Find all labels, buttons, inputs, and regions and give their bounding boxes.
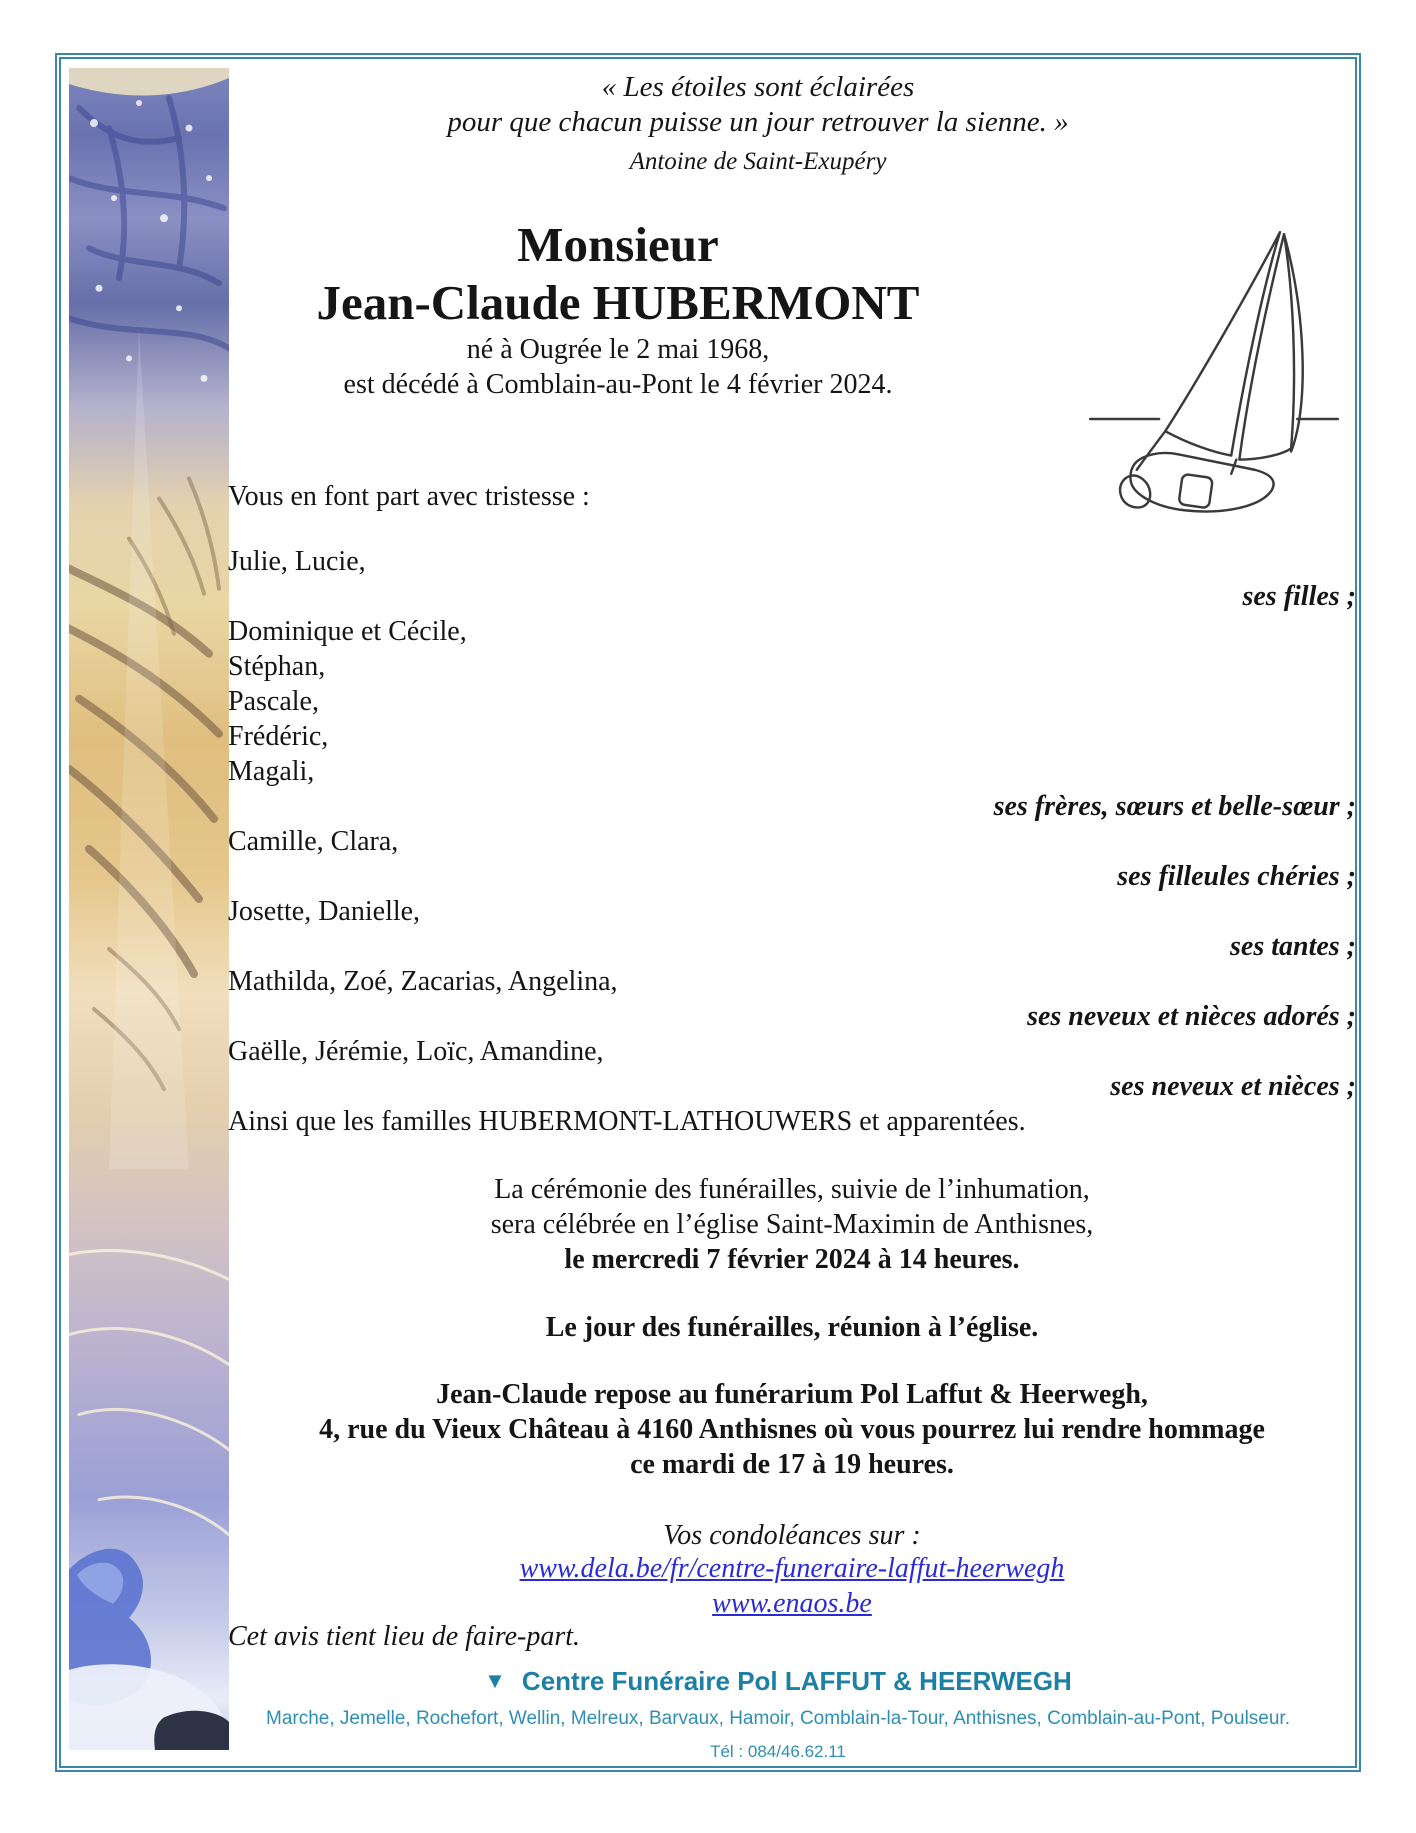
family-names: Mathilda, Zoé, Zacarias, Angelina, xyxy=(228,966,618,997)
relation-label: ses filles ; xyxy=(1242,581,1356,612)
sailboat-icon xyxy=(1082,220,1348,516)
condolence-link-row-1 xyxy=(228,1553,1356,1585)
family-names: Gaëlle, Jérémie, Loïc, Amandine, xyxy=(228,1036,604,1067)
funeral-home-name: Centre Funéraire Pol LAFFUT & HEERWEGH xyxy=(521,1666,1072,1696)
quote-author: Antoine de Saint-Exupéry xyxy=(629,148,887,175)
family-names: Stéphan, xyxy=(228,651,326,682)
deceased-honorific: Monsieur xyxy=(517,217,719,272)
reunion-line: Le jour des funérailles, réunion à l’église. xyxy=(545,1312,1039,1343)
family-names: Magali, xyxy=(228,756,315,787)
condolence-link-enaos[interactable]: www.enaos.be xyxy=(712,1588,872,1619)
winter-scene-overlay xyxy=(69,68,229,1750)
family-names: Camille, Clara, xyxy=(228,826,399,857)
repose-paragraph xyxy=(228,1377,1356,1482)
announcement-intro: Vous en font part avec tristesse : xyxy=(228,481,590,512)
closing-note: Cet avis tient lieu de faire-part. xyxy=(228,1621,581,1652)
ceremony-date-line: le mercredi 7 février 2024 à 14 heures. xyxy=(564,1244,1020,1275)
deceased-title-block xyxy=(228,216,1008,332)
family-names: Pascale, xyxy=(228,686,319,717)
winter-scene-photo xyxy=(69,68,229,1750)
funeral-home-title xyxy=(228,1666,1328,1697)
condolence-link-row-2 xyxy=(228,1588,1356,1620)
family-names: Josette, Danielle, xyxy=(228,896,421,927)
relation-label: ses neveux et nièces ; xyxy=(1110,1071,1356,1102)
condolence-link-dela[interactable]: www.dela.be/fr/centre-funeraire-laffut-heerwegh xyxy=(519,1553,1065,1584)
relation-label: ses frères, sœurs et belle-sœur ; xyxy=(993,791,1356,822)
relation-label: ses neveux et nièces adorés ; xyxy=(1027,1001,1356,1032)
funeral-home-locations: Marche, Jemelle, Rochefort, Wellin, Melreux, Barvaux, Hamoir, Comblain-la-Tour, Anthisnes, Comblain-au-Pont, Poulseur. xyxy=(266,1708,1290,1729)
birth-line: né à Ougrée le 2 mai 1968, xyxy=(466,334,770,365)
ceremony-line-2: sera célébrée en l’église Saint-Maximin de Anthisnes, xyxy=(490,1209,1094,1240)
family-names: Dominique et Cécile, xyxy=(228,616,467,647)
deceased-name: Jean-Claude HUBERMONT xyxy=(316,275,920,330)
repose-line-1: Jean-Claude repose au funérarium Pol Laffut & Heerwegh, xyxy=(436,1379,1148,1410)
triangle-down-icon: ▼ xyxy=(484,1668,506,1693)
life-dates xyxy=(228,332,1008,402)
funeral-home-phone: Tél : 084/46.62.11 xyxy=(710,1742,846,1761)
relation-label: ses tantes ; xyxy=(1230,931,1356,962)
family-names: Ainsi que les familles HUBERMONT-LATHOUWERS et apparentées. xyxy=(228,1106,1026,1137)
family-list xyxy=(228,544,1356,1139)
repose-line-2: 4, rue du Vieux Château à 4160 Anthisnes où vous pourrez lui rendre hommage xyxy=(319,1414,1265,1445)
repose-line-3: ce mardi de 17 à 19 heures. xyxy=(630,1449,954,1480)
relation-label: ses filleules chéries ; xyxy=(1117,861,1356,892)
condolences-label: Vos condoléances sur : xyxy=(663,1520,921,1551)
ceremony-paragraph xyxy=(228,1172,1356,1277)
quote-line-2: pour que chacun puisse un jour retrouver la sienne. » xyxy=(447,106,1069,138)
family-names: Julie, Lucie, xyxy=(228,546,366,577)
quote-line-1: « Les étoiles sont éclairées xyxy=(601,71,915,103)
ceremony-line-1: La cérémonie des funérailles, suivie de l’inhumation, xyxy=(494,1174,1090,1205)
opening-quote xyxy=(228,70,1288,140)
death-line: est décédé à Comblain-au-Pont le 4 février 2024. xyxy=(343,369,893,400)
family-names: Frédéric, xyxy=(228,721,329,752)
